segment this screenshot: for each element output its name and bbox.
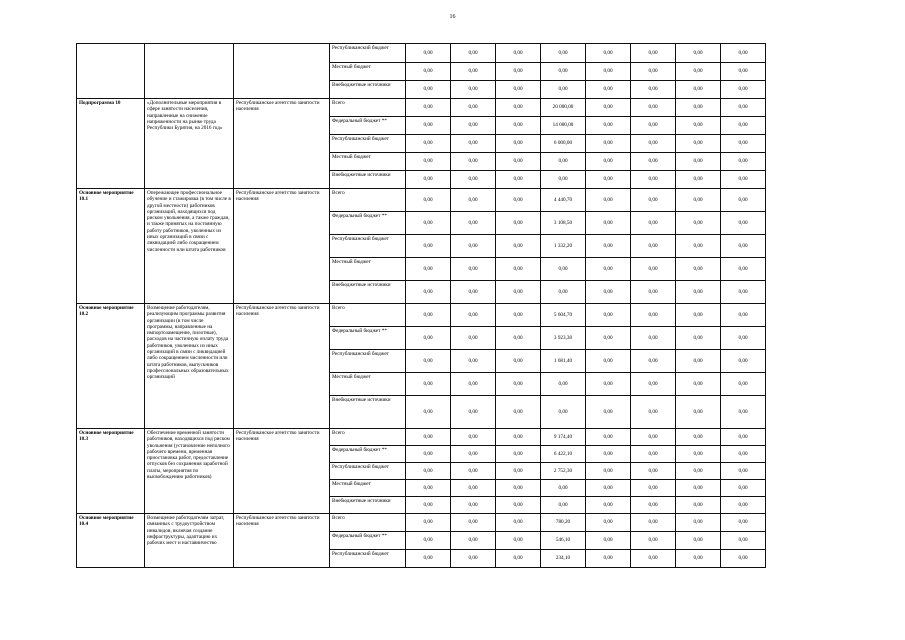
value-cell: 0,00 <box>676 153 721 171</box>
value-cell: 0,00 <box>721 463 766 480</box>
value-cell: 0,00 <box>631 153 676 171</box>
value-cell: 0,00 <box>721 480 766 497</box>
value-cell: 0,00 <box>406 497 451 514</box>
description-cell: «Дополнительные мероприятия в сфере занятости населения, направленные на снижение напряженности на рынке труда Республики Бурятия, на 2016 год» <box>145 99 234 189</box>
value-cell: 0,00 <box>721 396 766 429</box>
value-cell: 0,00 <box>676 44 721 63</box>
fund-source-cell: Всего <box>330 429 406 446</box>
value-cell: 0,00 <box>631 373 676 396</box>
value-cell: 9 174,40 <box>541 429 586 446</box>
value-cell: 0,00 <box>586 396 631 429</box>
value-cell: 0,00 <box>676 189 721 212</box>
value-cell: 0,00 <box>496 327 541 350</box>
value-cell: 0,00 <box>541 373 586 396</box>
program-cell: Основное мероприятие 10.2 <box>77 304 145 429</box>
value-cell: 0,00 <box>631 327 676 350</box>
value-cell: 0,00 <box>541 153 586 171</box>
fund-source-cell: Республиканский бюджет <box>330 44 406 63</box>
fund-source-cell: Республиканский бюджет <box>330 463 406 480</box>
value-cell: 0,00 <box>676 171 721 189</box>
value-cell: 0,00 <box>676 99 721 117</box>
fund-source-cell: Республиканский бюджет <box>330 350 406 373</box>
value-cell: 0,00 <box>451 117 496 135</box>
value-cell: 0,00 <box>451 463 496 480</box>
value-cell: 0,00 <box>721 117 766 135</box>
value-cell: 0,00 <box>586 304 631 327</box>
value-cell: 0,00 <box>721 514 766 532</box>
value-cell: 0,00 <box>541 497 586 514</box>
value-cell: 0,00 <box>721 63 766 81</box>
value-cell: 0,00 <box>631 171 676 189</box>
value-cell: 0,00 <box>676 327 721 350</box>
value-cell: 0,00 <box>586 189 631 212</box>
value-cell: 0,00 <box>451 281 496 304</box>
value-cell: 0,00 <box>676 429 721 446</box>
value-cell: 0,00 <box>406 327 451 350</box>
value-cell: 0,00 <box>406 171 451 189</box>
value-cell: 0,00 <box>676 550 721 568</box>
value-cell: 0,00 <box>496 117 541 135</box>
table-body <box>77 44 766 568</box>
value-cell: 0,00 <box>631 189 676 212</box>
value-cell: 0,00 <box>721 532 766 550</box>
value-cell: 0,00 <box>406 235 451 258</box>
value-cell: 5 604,70 <box>541 304 586 327</box>
value-cell: 0,00 <box>451 44 496 63</box>
value-cell: 0,00 <box>721 235 766 258</box>
value-cell: 0,00 <box>721 304 766 327</box>
executor-cell: Республиканское агентство занятости населения <box>234 429 330 514</box>
value-cell: 0,00 <box>721 429 766 446</box>
value-cell: 0,00 <box>631 258 676 281</box>
value-cell: 0,00 <box>586 514 631 532</box>
page-number: 16 <box>449 14 456 20</box>
value-cell: 0,00 <box>406 44 451 63</box>
value-cell: 0,00 <box>631 396 676 429</box>
value-cell: 0,00 <box>676 497 721 514</box>
value-cell: 0,00 <box>676 480 721 497</box>
value-cell: 0,00 <box>676 281 721 304</box>
value-cell: 780,20 <box>541 514 586 532</box>
value-cell: 0,00 <box>406 117 451 135</box>
value-cell: 0,00 <box>631 429 676 446</box>
value-cell: 0,00 <box>496 189 541 212</box>
value-cell: 0,00 <box>721 373 766 396</box>
value-cell: 0,00 <box>631 463 676 480</box>
value-cell: 0,00 <box>406 135 451 153</box>
value-cell: 0,00 <box>451 550 496 568</box>
fund-source-cell: Всего <box>330 99 406 117</box>
value-cell: 0,00 <box>451 446 496 463</box>
value-cell: 0,00 <box>406 212 451 235</box>
program-cell: Основное мероприятие 10.4 <box>77 514 145 568</box>
fund-source-cell: Республиканский бюджет <box>330 550 406 568</box>
value-cell: 0,00 <box>541 171 586 189</box>
value-cell: 0,00 <box>406 480 451 497</box>
value-cell: 0,00 <box>631 446 676 463</box>
value-cell: 0,00 <box>676 258 721 281</box>
value-cell: 234,10 <box>541 550 586 568</box>
value-cell: 0,00 <box>496 281 541 304</box>
value-cell: 0,00 <box>541 63 586 81</box>
value-cell: 0,00 <box>541 258 586 281</box>
value-cell: 0,00 <box>496 497 541 514</box>
description-cell <box>145 44 234 99</box>
value-cell: 0,00 <box>451 480 496 497</box>
value-cell: 3 108,50 <box>541 212 586 235</box>
program-cell: Основное мероприятие 10.3 <box>77 429 145 514</box>
value-cell: 0,00 <box>496 304 541 327</box>
value-cell: 6 422,10 <box>541 446 586 463</box>
value-cell: 0,00 <box>721 258 766 281</box>
value-cell: 0,00 <box>676 235 721 258</box>
value-cell: 0,00 <box>406 396 451 429</box>
value-cell: 0,00 <box>406 373 451 396</box>
value-cell: 0,00 <box>451 373 496 396</box>
executor-cell: Республиканское агентство занятости населения <box>234 514 330 568</box>
value-cell: 0,00 <box>406 281 451 304</box>
value-cell: 0,00 <box>496 532 541 550</box>
value-cell: 0,00 <box>496 550 541 568</box>
value-cell: 0,00 <box>631 532 676 550</box>
executor-cell <box>234 44 330 99</box>
value-cell: 0,00 <box>496 258 541 281</box>
value-cell: 0,00 <box>676 514 721 532</box>
executor-cell: Республиканское агентство занятости населения <box>234 99 330 189</box>
value-cell: 0,00 <box>676 532 721 550</box>
description-cell: Обеспечение временной занятости работников, находящихся под риском увольнения (установление неполного рабочего времени, временная приостановка работ, предоставление отпусков без сохранения заработной платы, мероприятия по высвобождению работников) <box>145 429 234 514</box>
value-cell: 0,00 <box>631 550 676 568</box>
value-cell: 0,00 <box>451 258 496 281</box>
value-cell: 0,00 <box>721 135 766 153</box>
fund-source-cell: Местный бюджет <box>330 63 406 81</box>
value-cell: 6 000,00 <box>541 135 586 153</box>
fund-source-cell: Местный бюджет <box>330 258 406 281</box>
value-cell: 0,00 <box>586 373 631 396</box>
fund-source-cell: Федеральный бюджет ** <box>330 327 406 350</box>
value-cell: 14 000,00 <box>541 117 586 135</box>
value-cell: 0,00 <box>496 429 541 446</box>
program-cell: Основное мероприятие 10.1 <box>77 189 145 304</box>
value-cell: 0,00 <box>406 189 451 212</box>
value-cell: 0,00 <box>406 350 451 373</box>
fund-source-cell: Внебюджетные источники <box>330 497 406 514</box>
value-cell: 0,00 <box>586 480 631 497</box>
description-cell: Возмещение работодателям, реализующим программы развития организации (в том числе программы, направленные на импортозамещение, пилотные), расходов на частичную оплату труда работников, уволенных из иных организаций в связи с ликвидацией либо сокращением численности или штата работников, выпускников профессиональных образовательных организаций <box>145 304 234 429</box>
value-cell: 0,00 <box>451 514 496 532</box>
value-cell: 0,00 <box>631 81 676 99</box>
executor-cell: Республиканское агентство занятости населения <box>234 189 330 304</box>
value-cell: 0,00 <box>631 63 676 81</box>
value-cell: 0,00 <box>406 550 451 568</box>
description-cell: Возмещение работодателям затрат, связанных с трудоустройством инвалидов, включая создание инфраструктуры, адаптацию их рабочих мест и наставничество <box>145 514 234 568</box>
value-cell: 0,00 <box>721 153 766 171</box>
table-row <box>77 189 766 212</box>
value-cell: 0,00 <box>631 117 676 135</box>
value-cell: 0,00 <box>406 446 451 463</box>
value-cell: 0,00 <box>451 429 496 446</box>
fund-source-cell: Внебюджетные источники <box>330 281 406 304</box>
table-row <box>77 514 766 532</box>
value-cell: 546,10 <box>541 532 586 550</box>
value-cell: 0,00 <box>451 135 496 153</box>
value-cell: 0,00 <box>676 350 721 373</box>
value-cell: 0,00 <box>496 514 541 532</box>
fund-source-cell: Внебюджетные источники <box>330 171 406 189</box>
value-cell: 0,00 <box>586 81 631 99</box>
description-cell: Опережающее профессиональное обучение и стажировка (в том числе в другой местности) работников организаций, находящихся под риском увольнения, а также граждан, и также принятых на постоянную работу работников, уволенных из иных организаций в связи с ликвидацией либо сокращением численности или штата работников <box>145 189 234 304</box>
table-row <box>77 304 766 327</box>
value-cell: 0,00 <box>451 81 496 99</box>
value-cell: 0,00 <box>496 63 541 81</box>
value-cell: 0,00 <box>541 396 586 429</box>
value-cell: 0,00 <box>631 235 676 258</box>
value-cell: 0,00 <box>451 171 496 189</box>
value-cell: 0,00 <box>451 235 496 258</box>
value-cell: 0,00 <box>631 350 676 373</box>
value-cell: 0,00 <box>721 212 766 235</box>
value-cell: 0,00 <box>631 212 676 235</box>
value-cell: 0,00 <box>451 99 496 117</box>
value-cell: 0,00 <box>586 99 631 117</box>
value-cell: 0,00 <box>631 281 676 304</box>
value-cell: 0,00 <box>451 153 496 171</box>
value-cell: 0,00 <box>496 463 541 480</box>
value-cell: 0,00 <box>496 235 541 258</box>
value-cell: 0,00 <box>586 281 631 304</box>
value-cell: 0,00 <box>496 153 541 171</box>
value-cell: 0,00 <box>451 497 496 514</box>
value-cell: 0,00 <box>451 350 496 373</box>
value-cell: 0,00 <box>676 396 721 429</box>
table-row <box>77 44 766 63</box>
value-cell: 0,00 <box>721 171 766 189</box>
value-cell: 0,00 <box>586 63 631 81</box>
value-cell: 0,00 <box>496 350 541 373</box>
budget-table <box>76 43 766 568</box>
value-cell: 0,00 <box>541 81 586 99</box>
value-cell: 0,00 <box>541 281 586 304</box>
value-cell: 0,00 <box>451 532 496 550</box>
program-cell: Подпрограмма 10 <box>77 99 145 189</box>
value-cell: 0,00 <box>721 99 766 117</box>
value-cell: 0,00 <box>676 212 721 235</box>
value-cell: 0,00 <box>586 497 631 514</box>
value-cell: 0,00 <box>451 212 496 235</box>
value-cell: 0,00 <box>451 327 496 350</box>
value-cell: 0,00 <box>586 44 631 63</box>
value-cell: 0,00 <box>631 99 676 117</box>
value-cell: 0,00 <box>406 532 451 550</box>
value-cell: 0,00 <box>676 135 721 153</box>
value-cell: 0,00 <box>451 63 496 81</box>
value-cell: 0,00 <box>676 117 721 135</box>
value-cell: 0,00 <box>406 258 451 281</box>
value-cell: 0,00 <box>586 135 631 153</box>
fund-source-cell: Республиканский бюджет <box>330 235 406 258</box>
fund-source-cell: Федеральный бюджет ** <box>330 212 406 235</box>
value-cell: 0,00 <box>586 463 631 480</box>
value-cell: 0,00 <box>721 81 766 99</box>
value-cell: 0,00 <box>496 480 541 497</box>
value-cell: 0,00 <box>496 396 541 429</box>
value-cell: 4 440,70 <box>541 189 586 212</box>
value-cell: 0,00 <box>721 350 766 373</box>
fund-source-cell: Всего <box>330 189 406 212</box>
value-cell: 0,00 <box>586 212 631 235</box>
value-cell: 0,00 <box>451 396 496 429</box>
value-cell: 0,00 <box>676 81 721 99</box>
value-cell: 0,00 <box>586 117 631 135</box>
value-cell: 0,00 <box>406 153 451 171</box>
fund-source-cell: Внебюджетные источники <box>330 81 406 99</box>
value-cell: 3 923,30 <box>541 327 586 350</box>
value-cell: 0,00 <box>676 463 721 480</box>
value-cell: 0,00 <box>406 99 451 117</box>
value-cell: 0,00 <box>631 304 676 327</box>
value-cell: 0,00 <box>721 189 766 212</box>
value-cell: 0,00 <box>586 532 631 550</box>
value-cell: 20 000,00 <box>541 99 586 117</box>
value-cell: 0,00 <box>676 63 721 81</box>
value-cell: 1 681,40 <box>541 350 586 373</box>
value-cell: 0,00 <box>631 135 676 153</box>
table-row <box>77 99 766 117</box>
value-cell: 0,00 <box>451 304 496 327</box>
value-cell: 0,00 <box>676 304 721 327</box>
value-cell: 0,00 <box>676 446 721 463</box>
value-cell: 0,00 <box>631 480 676 497</box>
value-cell: 2 752,30 <box>541 463 586 480</box>
value-cell: 0,00 <box>586 258 631 281</box>
value-cell: 0,00 <box>586 235 631 258</box>
value-cell: 0,00 <box>496 44 541 63</box>
program-cell <box>77 44 145 99</box>
value-cell: 0,00 <box>541 480 586 497</box>
fund-source-cell: Местный бюджет <box>330 480 406 497</box>
value-cell: 0,00 <box>496 212 541 235</box>
value-cell: 0,00 <box>406 463 451 480</box>
value-cell: 0,00 <box>406 304 451 327</box>
value-cell: 0,00 <box>406 63 451 81</box>
value-cell: 0,00 <box>586 429 631 446</box>
value-cell: 0,00 <box>496 373 541 396</box>
value-cell: 0,00 <box>586 171 631 189</box>
fund-source-cell: Местный бюджет <box>330 373 406 396</box>
fund-source-cell: Всего <box>330 514 406 532</box>
value-cell: 0,00 <box>496 171 541 189</box>
table-row <box>77 429 766 446</box>
value-cell: 0,00 <box>586 446 631 463</box>
value-cell: 0,00 <box>721 44 766 63</box>
fund-source-cell: Федеральный бюджет ** <box>330 446 406 463</box>
value-cell: 1 332,20 <box>541 235 586 258</box>
value-cell: 0,00 <box>721 327 766 350</box>
value-cell: 0,00 <box>451 189 496 212</box>
value-cell: 0,00 <box>496 446 541 463</box>
value-cell: 0,00 <box>586 350 631 373</box>
value-cell: 0,00 <box>496 81 541 99</box>
value-cell: 0,00 <box>721 446 766 463</box>
value-cell: 0,00 <box>721 550 766 568</box>
value-cell: 0,00 <box>676 373 721 396</box>
fund-source-cell: Федеральный бюджет ** <box>330 117 406 135</box>
value-cell: 0,00 <box>406 81 451 99</box>
fund-source-cell: Федеральный бюджет ** <box>330 532 406 550</box>
fund-source-cell: Всего <box>330 304 406 327</box>
value-cell: 0,00 <box>586 153 631 171</box>
fund-source-cell: Республиканский бюджет <box>330 135 406 153</box>
value-cell: 0,00 <box>631 514 676 532</box>
value-cell: 0,00 <box>721 497 766 514</box>
executor-cell: Республиканское агентство занятости населения <box>234 304 330 429</box>
value-cell: 0,00 <box>541 44 586 63</box>
value-cell: 0,00 <box>406 429 451 446</box>
value-cell: 0,00 <box>406 514 451 532</box>
value-cell: 0,00 <box>496 135 541 153</box>
fund-source-cell: Местный бюджет <box>330 153 406 171</box>
value-cell: 0,00 <box>586 327 631 350</box>
value-cell: 0,00 <box>631 497 676 514</box>
value-cell: 0,00 <box>586 550 631 568</box>
value-cell: 0,00 <box>721 281 766 304</box>
value-cell: 0,00 <box>631 44 676 63</box>
value-cell: 0,00 <box>496 99 541 117</box>
fund-source-cell: Внебюджетные источники <box>330 396 406 429</box>
